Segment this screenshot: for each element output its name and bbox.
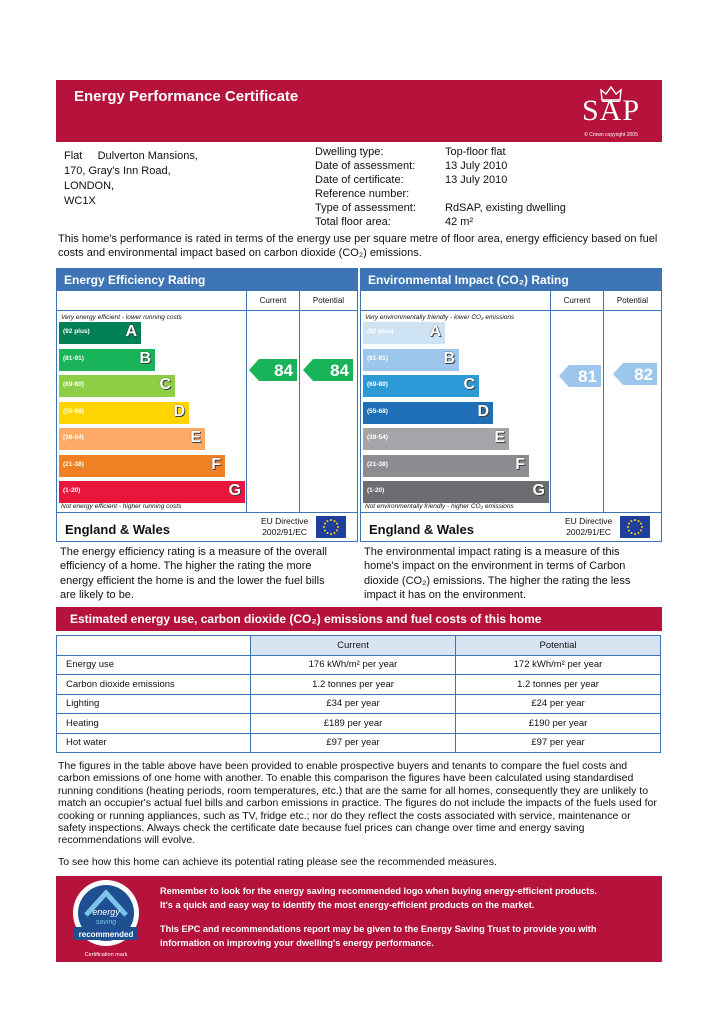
table-cell-current: £34 per year (251, 694, 456, 714)
table-cell-potential: 1.2 tonnes per year (456, 675, 661, 695)
rating-band-c (59, 375, 175, 397)
table-row-label: Lighting (57, 694, 251, 714)
eu-directive-line: EU Directive (565, 516, 613, 526)
table-row-label: Hot water (57, 733, 251, 753)
eu-directive-line: 2002/91/EC (566, 527, 612, 537)
region-label: England & Wales (369, 522, 474, 537)
panel-title: Environmental Impact (CO₂) Rating (360, 268, 662, 291)
band-range: (1-20) (367, 487, 385, 494)
detail-label: Date of certificate: (315, 174, 404, 186)
current-rating-value: 84 (274, 361, 293, 380)
band-range: (69-80) (367, 381, 388, 388)
divider (246, 291, 247, 512)
rating-band-d (59, 402, 189, 424)
band-letter: F (211, 455, 221, 473)
band-letter: B (443, 349, 455, 367)
rating-band-b (363, 349, 459, 371)
address-line: 170, Gray's Inn Road, (64, 165, 171, 177)
rating-band-g (59, 481, 245, 503)
band-range: (69-80) (63, 381, 84, 388)
table-row (57, 694, 661, 714)
header-banner (56, 80, 662, 142)
logo-word: recommended (78, 930, 134, 939)
rating-band-a (363, 322, 445, 344)
band-range: (39-54) (367, 434, 388, 441)
divider (550, 291, 551, 512)
band-letter: E (190, 429, 201, 446)
detail-label: Dwelling type: (315, 146, 384, 158)
potential-rating-value: 82 (634, 365, 653, 384)
detail-row (315, 159, 566, 173)
footer-line: It's a quick and easy way to identify the most energy-efficient products on the market. (160, 900, 535, 910)
table-row-label: Heating (57, 714, 251, 734)
dwelling-details (315, 145, 566, 229)
footer-line: information on improving your dwelling's energy performance. (160, 938, 434, 948)
environmental-impact-description: The environmental impact rating is a measure of this home's impact on the environment in terms of Carbon dioxide (CO₂) emissions. The higher the rating the less impact it has on the environment. (364, 546, 631, 601)
eu-flag-icon (316, 516, 346, 538)
detail-label: Date of assessment: (315, 160, 416, 172)
table-row (57, 655, 661, 675)
logo-word: energy (92, 907, 120, 917)
band-letter: C (463, 376, 475, 393)
footer-line: Remember to look for the energy saving recommended logo when buying energy-efficient products. (160, 886, 597, 896)
divider (361, 512, 661, 513)
table-row-label: Energy use (57, 655, 251, 675)
footer-line: This EPC and recommendations report may be given to the Energy Saving Trust to provide you with (160, 924, 597, 934)
estimates-title: Estimated energy use, carbon dioxide (CO₂) emissions and fuel costs of this home (56, 607, 662, 631)
detail-label: Total floor area: (315, 216, 391, 228)
eu-directive (565, 516, 612, 538)
table-cell-potential: 172 kWh/m² per year (456, 655, 661, 675)
potential-rating-arrow (303, 359, 353, 381)
band-letter: A (429, 323, 441, 340)
rating-band-c (363, 375, 479, 397)
energy-saving-recommended-logo (68, 879, 144, 953)
rating-band-e (59, 428, 205, 450)
bottom-note: Not energy efficient - higher running costs (61, 503, 182, 510)
detail-value: RdSAP, existing dwelling (445, 202, 566, 214)
table-row (57, 714, 661, 734)
band-letter: D (477, 402, 489, 420)
table-cell-current: 1.2 tonnes per year (251, 675, 456, 695)
table-cell-potential: £97 per year (456, 733, 661, 753)
current-rating-value: 81 (578, 367, 597, 386)
table-header-current: Current (251, 636, 456, 656)
rating-band-f (59, 455, 225, 477)
rating-band-b (59, 349, 155, 371)
table-header-row (57, 636, 661, 656)
column-current: Current (563, 296, 591, 305)
top-note: Very environmentally friendly - lower CO₂ emissions (365, 314, 515, 321)
band-letter: C (159, 376, 171, 393)
address-line: Flat Dulverton Mansions, (64, 150, 198, 162)
column-current: Current (259, 296, 287, 305)
band-range: (81-91) (367, 354, 388, 362)
region-label: England & Wales (65, 522, 170, 537)
detail-label: Reference number: (315, 188, 410, 200)
energy-efficiency-description: The energy efficiency rating is a measure of the overall efficiency of a home. The higher the rating the more energy efficient the home is and the lower the fuel bills are likely to be. (60, 546, 327, 601)
potential-rating-arrow (613, 363, 657, 385)
band-letter: E (494, 429, 505, 446)
environmental-impact-panel (360, 268, 662, 542)
sap-logo (570, 86, 652, 138)
panel-title: Energy Efficiency Rating (56, 268, 358, 291)
detail-value: 42 m² (445, 216, 474, 228)
band-range: (55-68) (63, 407, 84, 415)
eu-directive-line: EU Directive (261, 516, 309, 526)
table-row (57, 733, 661, 753)
detail-row (315, 201, 566, 215)
estimates-table (56, 635, 661, 753)
band-range: (39-54) (63, 434, 84, 441)
band-letter: B (139, 349, 151, 367)
detail-row (315, 187, 566, 201)
band-range: (1-20) (63, 487, 81, 494)
detail-value: 13 July 2010 (445, 174, 508, 186)
table-header-blank (57, 636, 251, 656)
footer-banner (56, 876, 662, 962)
rating-band-a (59, 322, 141, 344)
page-title: Energy Performance Certificate (74, 88, 299, 105)
rating-band-d (363, 402, 493, 424)
table-cell-current: £97 per year (251, 733, 456, 753)
band-range: (92 plus) (367, 328, 394, 335)
recommended-measures-note: To see how this home can achieve its potential rating please see the recommended measures. (58, 856, 497, 868)
energy-efficiency-panel (56, 268, 358, 542)
band-range: (55-68) (367, 407, 388, 415)
detail-value: Top-floor flat (445, 146, 506, 158)
address-line: WC1X (64, 195, 96, 207)
detail-row (315, 173, 566, 187)
table-cell-current: 176 kWh/m² per year (251, 655, 456, 675)
band-letter: F (515, 455, 525, 473)
band-range: (92 plus) (63, 328, 90, 335)
table-cell-current: £189 per year (251, 714, 456, 734)
rating-band-g (363, 481, 549, 503)
detail-value: 13 July 2010 (445, 160, 508, 172)
certification-mark: Certification mark (84, 952, 128, 958)
band-letter: G (532, 482, 545, 499)
divider (361, 310, 661, 311)
sap-logo-text: SAP (581, 94, 641, 127)
table-row-label: Carbon dioxide emissions (57, 675, 251, 695)
table-cell-potential: £190 per year (456, 714, 661, 734)
divider (603, 291, 604, 512)
potential-rating-value: 84 (330, 361, 349, 380)
band-range: (81-91) (63, 354, 84, 362)
sap-copyright: © Crown copyright 2005 (584, 132, 638, 138)
table-cell-potential: £24 per year (456, 694, 661, 714)
eu-flag-icon (620, 516, 650, 538)
logo-word: saving (95, 919, 117, 926)
bottom-note: Not environmentally friendly - higher CO₂ emissions (365, 503, 514, 510)
band-range: (21-38) (367, 460, 388, 468)
detail-row (315, 145, 566, 159)
intro-text: This home's performance is rated in terms of the energy use per square metre of floor area, energy efficiency based on fuel costs and environmental impact based on carbon dioxide (CO₂) emissions. (58, 233, 658, 259)
band-letter: G (228, 482, 241, 499)
current-rating-arrow (559, 365, 601, 387)
detail-label: Type of assessment: (315, 202, 416, 214)
top-note: Very energy efficient - lower running costs (61, 314, 182, 321)
table-header-potential: Potential (456, 636, 661, 656)
column-potential: Potential (312, 296, 345, 305)
band-letter: A (125, 323, 137, 340)
band-letter: D (173, 402, 185, 420)
divider (299, 291, 300, 512)
rating-band-f (363, 455, 529, 477)
property-address (64, 149, 198, 209)
eu-directive (261, 516, 308, 538)
divider (57, 512, 357, 513)
column-potential: Potential (616, 296, 649, 305)
detail-row (315, 215, 566, 229)
divider (57, 310, 357, 311)
band-range: (21-38) (63, 460, 84, 468)
eu-directive-line: 2002/91/EC (262, 527, 308, 537)
rating-band-e (363, 428, 509, 450)
current-rating-arrow (249, 359, 297, 381)
figures-explanation: The figures in the table above have been provided to enable prospective buyers and tenants to compare the fuel costs and carbon emissions of one home with another. To enable this comparison the figures have been calculated using standardised running conditions (heating periods, room temperatures, etc.) that are the same for all homes, consequently they are unlikely to match an occupier's actual fuel bills and carbon emissions in practice. The figures do not include the impacts of the fuels used for cooking or running appliances, such as TV, fridge etc.; nor do they reflect the costs associated with service, maintenance or safety inspections. Always check the certificate date because fuel prices can change over time and energy saving recommendations will evolve. (58, 760, 657, 847)
table-row (57, 675, 661, 695)
address-line: LONDON, (64, 180, 115, 192)
